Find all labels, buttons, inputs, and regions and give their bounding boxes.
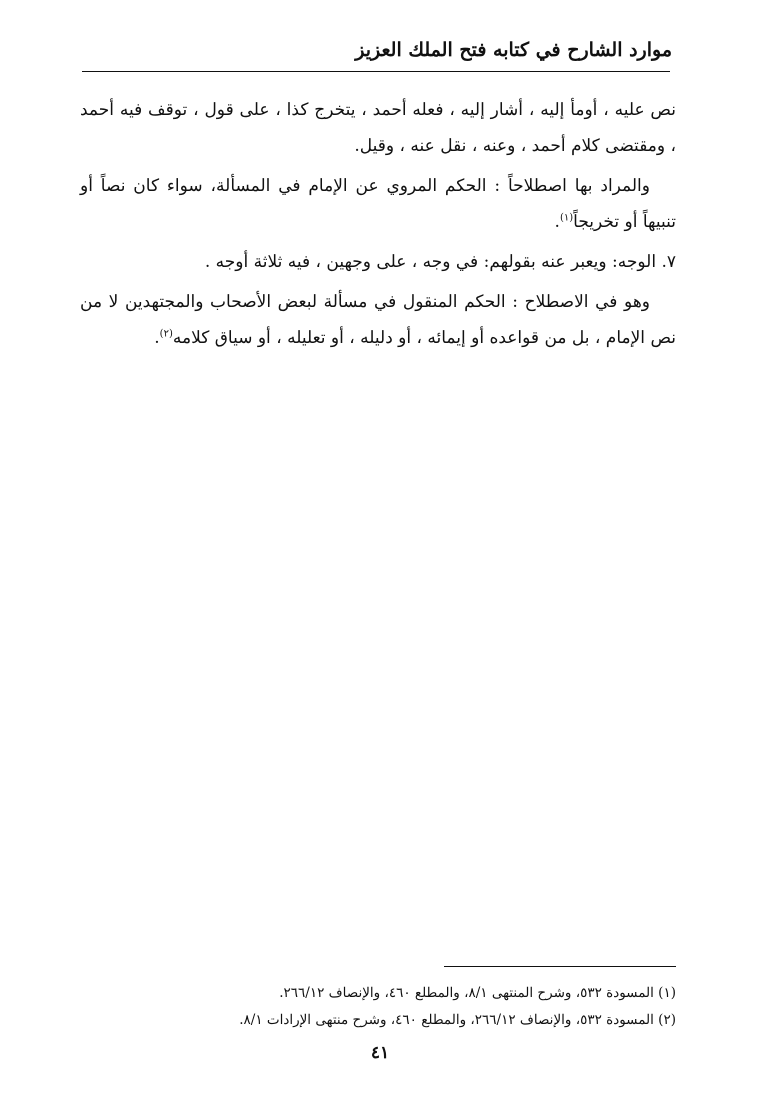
footnote-1: (١) المسودة ٥٣٢، وشرح المنتهى ٨/١، والمطلع ٤٦٠، والإنصاف ٢٦٦/١٢.: [279, 985, 676, 1001]
paragraph-3: [80, 244, 676, 280]
footnote-rule: [444, 966, 676, 967]
paragraph-4-end: .: [154, 328, 160, 348]
paragraph-2: [80, 168, 676, 240]
running-header: موارد الشارح في كتابه فتح الملك العزيز: [355, 39, 672, 61]
paragraph-2-end: .: [554, 212, 560, 232]
paragraph-1: [80, 92, 676, 164]
page-number: ٤١: [370, 1043, 390, 1063]
paragraph-2-text: والمراد بها اصطلاحاً : الحكم المروي عن الإمام في المسألة، سواء كان نصاً أو تنبيهاً أو تخريجاً: [80, 176, 676, 232]
footnote-2: (٢) المسودة ٥٣٢، والإنصاف ٢٦٦/١٢، والمطلع ٤٦٠، وشرح منتهى الإرادات ٨/١.: [239, 1012, 676, 1028]
footnote-ref-2: (٢): [159, 328, 173, 340]
paragraph-4: [80, 284, 676, 356]
header-rule: [82, 71, 670, 72]
paragraph-3-text: ٧. الوجه: ويعبر عنه بقولهم: في وجه ، على وجهين ، فيه ثلاثة أوجه .: [204, 252, 676, 272]
footnotes: [76, 980, 676, 1034]
paragraph-1-text: نص عليه ، أومأ إليه ، أشار إليه ، فعله أحمد ، يتخرج كذا ، على قول ، توقف فيه أحمد ، ومقتضى كلام أحمد ، وعنه ، نقل عنه ، وقيل.: [80, 100, 676, 156]
footnote-ref-1: (١): [559, 212, 574, 224]
paragraph-4-text: وهو في الاصطلاح : الحكم المنقول في مسألة لبعض الأصحاب والمجتهدين لا من نص الإمام ، بل من قواعده أو إيمائه ، أو دليله ، أو تعليله ، أو سياق كلامه: [80, 292, 676, 348]
body-text: [80, 92, 676, 360]
